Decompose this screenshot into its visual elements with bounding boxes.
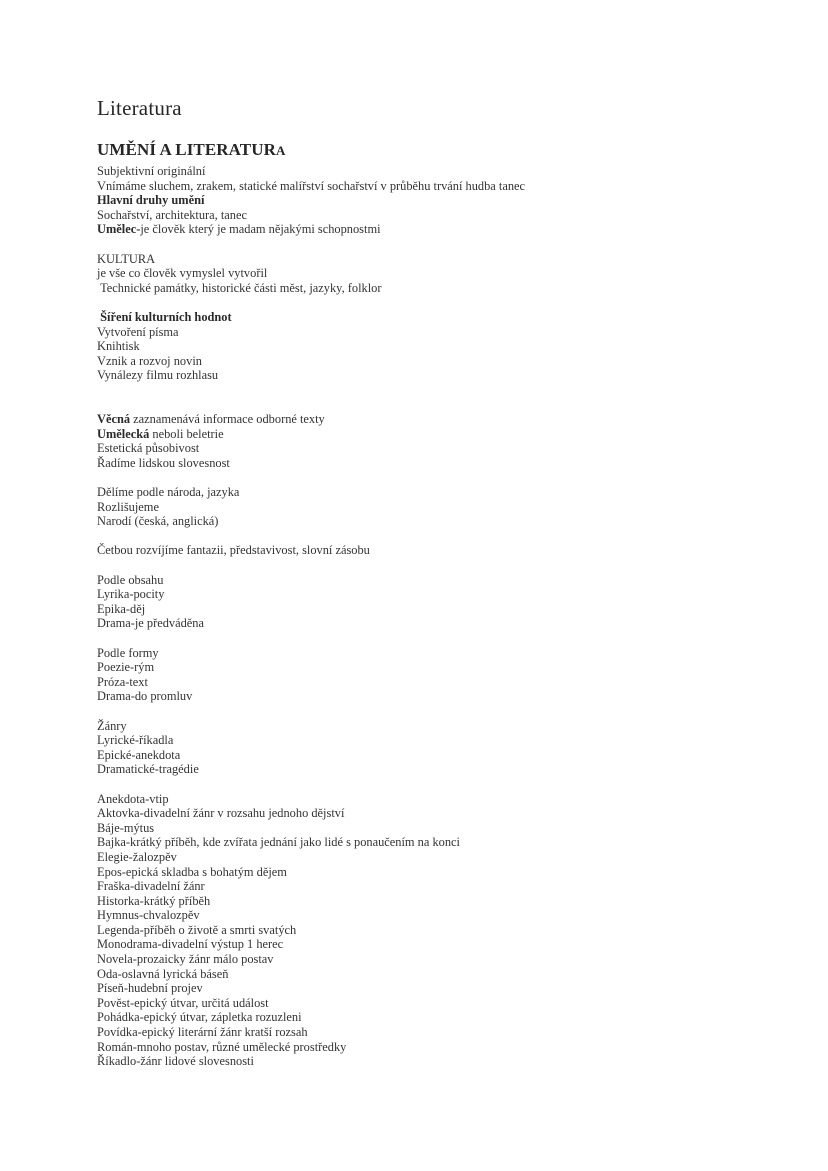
blank-line [97, 383, 777, 398]
section-heading-main: UMĚNÍ A LITERATUR [97, 140, 276, 159]
blank-line [97, 777, 777, 792]
document-line: Epika-děj [97, 601, 146, 616]
document-line: Knihtisk [97, 339, 140, 354]
blank-line [97, 704, 777, 719]
document-line: je vše co člověk vymyslel vytvořil [97, 266, 268, 281]
document-line: Věcná zaznamenává informace odborné texty [97, 412, 325, 427]
document-line: Poezie-rým [97, 660, 155, 675]
document-line: Aktovka-divadelní žánr v rozsahu jednoho dějství [97, 806, 345, 821]
document-line: Technické památky, historické části měst, jazyky, folklor [97, 280, 382, 295]
document-line: Anekdota-vtip [97, 791, 169, 806]
blank-line [97, 558, 777, 573]
document-line: Hlavní druhy umění [97, 193, 205, 208]
document-line: Drama-do promluv [97, 689, 193, 704]
document-line: Podle formy [97, 645, 159, 660]
blank-line [97, 631, 777, 646]
document-line: Bajka-krátký příběh, kde zvířata jednání jako lidé s ponaučením na konci [97, 835, 460, 850]
document-line: Hymnus-chvalozpěv [97, 908, 200, 923]
document-line: Vynálezy filmu rozhlasu [97, 368, 219, 383]
document-title: Literatura [97, 96, 182, 120]
document-line: Elegie-žalozpěv [97, 849, 177, 864]
blank-line [97, 470, 777, 485]
document-line: Žánry [97, 718, 127, 733]
blank-line [97, 295, 777, 310]
document-line: Četbou rozvíjíme fantazii, představivost, slovní zásobu [97, 543, 370, 558]
document-line: Sochařství, architektura, tanec [97, 207, 248, 222]
document-line: Pohádka-epický útvar, zápletka rozuzleni [97, 1010, 302, 1025]
document-line: Román-mnoho postav, různé umělecké prostředky [97, 1039, 347, 1054]
document-line: Podle obsahu [97, 572, 164, 587]
document-line: Epické-anekdota [97, 747, 181, 762]
document-line: Řadíme lidskou slovesnost [97, 455, 230, 470]
document-line: Vnímáme sluchem, zrakem, statické malířství sochařství v průběhu trvání hudba tanec [97, 178, 526, 193]
document-line: Epos-epická skladba s bohatým dějem [97, 864, 287, 879]
document-line: Próza-text [97, 674, 148, 689]
section-heading [97, 140, 777, 161]
document-line: Lyrika-pocity [97, 587, 165, 602]
document-line: Povídka-epický literární žánr kratší rozsah [97, 1025, 308, 1040]
document-line: Říkadlo-žánr lidové slovesnosti [97, 1054, 254, 1069]
document-line: Novela-prozaicky žánr málo postav [97, 952, 274, 967]
blank-line [97, 398, 777, 413]
blank-line [97, 237, 777, 252]
document-line: Monodrama-divadelní výstup 1 herec [97, 937, 284, 952]
document-line: Fraška-divadelní žánr [97, 879, 205, 894]
document-line: Píseň-hudební projev [97, 981, 203, 996]
document-line: Estetická působivost [97, 441, 200, 456]
document-line: Šíření kulturních hodnot [97, 309, 232, 324]
document-line: Narodí (česká, anglická) [97, 514, 219, 529]
document-line: Dramatické-tragédie [97, 762, 199, 777]
document-line: Umělec-je člověk který je madam nějakými schopnostmi [97, 222, 381, 237]
document-line: Drama-je předváděna [97, 616, 204, 631]
section-heading-smallcap: A [275, 143, 286, 158]
blank-line [97, 529, 777, 544]
document-line: Historka-krátký příběh [97, 893, 211, 908]
document-line: Pověst-epický útvar, určitá událost [97, 995, 269, 1010]
document-line: Legenda-příběh o životě a smrti svatých [97, 922, 297, 937]
document-line: Vznik a rozvoj novin [97, 353, 202, 368]
document-line: Dělíme podle národa, jazyka [97, 485, 240, 500]
document-line: KULTURA [97, 251, 156, 266]
document-line: Subjektivní originální [97, 164, 206, 178]
document-line: Lyrické-říkadla [97, 733, 174, 748]
document-line: Umělecká neboli beletrie [97, 426, 224, 441]
document-line: Vytvoření písma [97, 324, 179, 339]
document-line: Oda-oslavná lyrická báseň [97, 966, 229, 981]
document-body [97, 164, 777, 1069]
document-line: Rozlišujeme [97, 499, 159, 514]
document-page [97, 96, 777, 1069]
document-line: Báje-mýtus [97, 820, 155, 835]
